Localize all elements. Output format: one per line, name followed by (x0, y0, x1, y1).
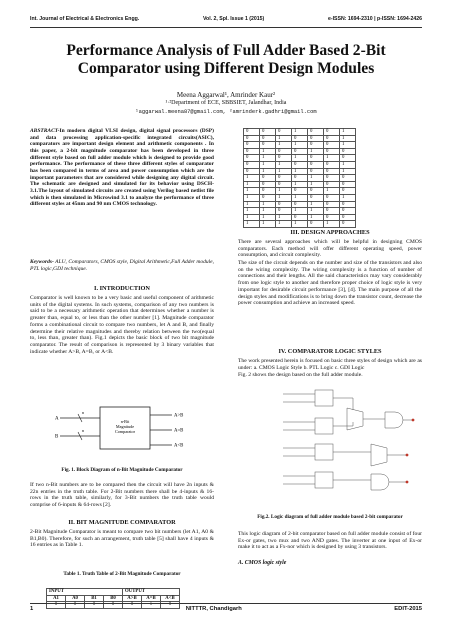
table-row (244, 129, 356, 136)
table-cell: 1 (308, 208, 324, 215)
table-cell: 1 (260, 161, 276, 168)
table-cell: 0 (161, 602, 180, 609)
table-cell: 1 (276, 214, 292, 221)
table-cell: 0 (308, 135, 324, 142)
table-cell: 0 (324, 148, 340, 155)
table-cell: 1 (292, 208, 308, 215)
table-cell: 1 (308, 214, 324, 221)
fig1-caption: Fig. 1. Block Diagram of n-Bit Magnitude Comparator (61, 467, 183, 473)
table-row (244, 181, 356, 188)
table-cell: 1 (324, 221, 340, 228)
table-cell: 0 (340, 148, 356, 155)
table-cell: 0 (276, 148, 292, 155)
table-cell: 0 (308, 129, 324, 136)
paper-affiliation: ¹·²Department of ECE, SBBSIET, Jalandhar, India (165, 100, 287, 106)
table-cell: 0 (244, 129, 260, 136)
table-cell: 0 (260, 181, 276, 188)
fig2-mux-1 (347, 408, 363, 430)
table-cell: 1 (276, 142, 292, 149)
fig2-output-wires (363, 419, 413, 482)
intro-paragraph-2: If two n-Bit numbers are to be compared then the circuit will have 2n inputs & 22n entries in the truth table. For 2-Bit numbers there shall be 4-inputs & 16- rows in the truth table, similarly, for 3-Bit numbers the truth table would comprise of 6-inputs & 64-rows [2]. (30, 482, 214, 509)
paper-emails: ¹aggarwal.meena87@gmail.com, ²amrinderk.gadhri@gmail.com (135, 109, 317, 115)
table-cell: 0 (276, 129, 292, 136)
table-row (244, 201, 356, 208)
table-cell: 0 (324, 181, 340, 188)
table-cell: 1 (292, 129, 308, 136)
table-cell: 0 (276, 201, 292, 208)
footer-rule (30, 603, 422, 604)
table-cell: 1 (260, 208, 276, 215)
table-cell: 0 (276, 155, 292, 162)
table-cell: 1 (260, 148, 276, 155)
footer-venue: NITTTR, Chandigarh (185, 606, 242, 612)
abstract (30, 128, 214, 208)
table-cell: 1 (244, 194, 260, 201)
truth-table-continued (243, 128, 356, 228)
fig1-block-label-3: Comparator (114, 429, 136, 434)
fig2-output-dot-1 (412, 419, 415, 422)
fig1-block-label-2: Magnitude (115, 424, 135, 429)
table-cell: 1 (260, 168, 276, 175)
table-cell: 1 (292, 221, 308, 228)
table-header-altb: A<B (161, 595, 180, 602)
footer-edition: EDIT-2015 (394, 606, 422, 612)
table-cell: 0 (260, 175, 276, 182)
table-group-output: OUTPUT (123, 589, 180, 596)
table-cell: 0 (260, 142, 276, 149)
table-cell: 1 (276, 168, 292, 175)
table-cell: 0 (292, 161, 308, 168)
table-cell: 1 (260, 155, 276, 162)
table-cell: 1 (340, 161, 356, 168)
table-cell: 1 (260, 221, 276, 228)
table-cell: 1 (340, 168, 356, 175)
table-cell: 0 (292, 201, 308, 208)
table-cell: 1 (244, 175, 260, 182)
table-cell: 1 (308, 201, 324, 208)
table-cell: 0 (308, 142, 324, 149)
fig1-output-eq: A=B (174, 428, 184, 434)
table-cell: 0 (324, 214, 340, 221)
table-cell: 0 (260, 194, 276, 201)
table-cell: 0 (308, 155, 324, 162)
table-row (244, 148, 356, 155)
section3-paragraph-2: The size of the circuit depends on the number and size of the transistors and also on the wiring complexity. The wiring complexity is a function of number of connections and their lengths. All the said characteristics may vary considerably from one logic style to another and therefore proper choice of logic style is very important for desirable circuit performance [3], [4]. The main purpose of all the design styles and modifications is to bring down the transistor count, decrease the power consumption and achieve an increased speed. (238, 260, 422, 307)
table-cell: 0 (340, 188, 356, 195)
table-cell: 0 (340, 214, 356, 221)
journal-volume: Vol. 2, Spl. Issue 1 (2015) (202, 16, 265, 22)
table-cell: 0 (244, 142, 260, 149)
fig2-caption: Fig.2. Logic diagram of full adder module based 2-bit comparator (257, 514, 403, 520)
table-cell: 0 (324, 194, 340, 201)
abstract-label: ABSTRACT- (30, 128, 60, 134)
table-cell: 0 (324, 168, 340, 175)
fig2-xor-gate-4 (315, 472, 333, 488)
journal-issn: e-ISSN: 1694-2310 | p-ISSN: 1694-2426 (327, 16, 422, 22)
table-cell: 1 (276, 135, 292, 142)
table-header-a0: A0 (66, 595, 85, 602)
table-group-input: INPUT (47, 589, 123, 596)
table-row (244, 168, 356, 175)
table-header-a1: A1 (47, 595, 66, 602)
table-group-header-row (47, 589, 180, 596)
fig2-xor-gate-1 (315, 390, 333, 406)
table-row (244, 135, 356, 142)
table-cell: 1 (292, 181, 308, 188)
section4-paragraph-1: The work presented herein is focused on basic three styles of design which are as under: a. CMOS Logic Style b. PTL Logic c. GDI Logic (238, 358, 422, 371)
table-cell: 0 (308, 188, 324, 195)
table-cell: 0 (324, 208, 340, 215)
table-cell: 1 (308, 181, 324, 188)
keywords-text: ALU, Comparators, CMOS style, Digital Arithmetic,Full Adder module, PTL logic,GDI technique. (30, 259, 215, 272)
table-cell: 1 (276, 194, 292, 201)
table-cell: 1 (324, 188, 340, 195)
fig2-and-gate-2 (385, 412, 403, 428)
table-row (244, 142, 356, 149)
paper-title: Performance Analysis of Full Adder Based 2-Bit Comparator using Different Design Modules (66, 42, 386, 77)
table-cell: 1 (244, 221, 260, 228)
table-row (244, 214, 356, 221)
table-header-row (47, 595, 180, 602)
journal-header (30, 13, 422, 25)
table-cell: 0 (104, 602, 123, 609)
subsection-cmos-heading: A. CMOS logic style (238, 560, 287, 566)
fig1-width-a: n (82, 410, 84, 415)
table-cell: 0 (340, 221, 356, 228)
fig2-input-wires (283, 394, 315, 484)
table-cell: 0 (276, 181, 292, 188)
table-cell: 1 (244, 188, 260, 195)
table-cell: 1 (244, 181, 260, 188)
fig1-width-b: n (82, 428, 84, 433)
table-row (244, 194, 356, 201)
table-cell: 1 (244, 208, 260, 215)
section4-heading: IV. COMPARATOR LOGIC STYLES (278, 348, 382, 355)
table-cell: 0 (308, 194, 324, 201)
table-cell: 0 (47, 602, 66, 609)
table-row (244, 208, 356, 215)
fig1-input-a: A (55, 416, 59, 422)
table-row (244, 161, 356, 168)
table-cell: 1 (276, 188, 292, 195)
table-cell: 0 (244, 168, 260, 175)
table-header-b0: B0 (104, 595, 123, 602)
table-cell: 1 (244, 214, 260, 221)
table-row (244, 175, 356, 182)
table-cell: 1 (292, 168, 308, 175)
paper-authors: Meena Aggarwal¹, Amrinder Kaur² (176, 91, 276, 99)
table-cell: 1 (260, 201, 276, 208)
fig2-output-dot-3 (406, 481, 409, 484)
fig1-input-b: B (55, 434, 59, 440)
intro-heading: I. INTRODUCTION (94, 285, 150, 292)
fig2-xor-gate-2 (315, 418, 333, 434)
table-cell: 1 (276, 221, 292, 228)
fig2-mux-2 (371, 444, 387, 466)
table-cell: 0 (324, 142, 340, 149)
table-cell: 1 (142, 602, 161, 609)
section3-paragraph-1: There are several approaches which will be helpful in designing CMOS comparators. Each method will offer different operating speed, power consumption, and circuit complexity. (238, 239, 422, 259)
table-cell: 0 (324, 175, 340, 182)
table-cell: 0 (66, 602, 85, 609)
section4-paragraph-2: Fig. 2 shows the design based on the full adder module. (238, 372, 363, 378)
page-number: 1 (30, 606, 34, 612)
fig2-xor-gate-3 (315, 444, 333, 460)
table-cell: 0 (292, 214, 308, 221)
journal-name: Int. Journal of Electrical & Electronics Engg. (30, 16, 140, 22)
table-cell: 1 (340, 135, 356, 142)
table-cell: 0 (308, 161, 324, 168)
table-header-b1: B1 (85, 595, 104, 602)
table-cell: 0 (292, 148, 308, 155)
section2-paragraph: 2-Bit Magnitude Comparator is meant to compare two bit numbers (let A1, A0 & B1,B0). Therefore, for such an arrangement, truth table [5] shall have 4 inputs & 16 entries as in Table 1. (30, 529, 214, 549)
table-cell: 1 (308, 175, 324, 182)
table-cell: 0 (308, 168, 324, 175)
table-cell: 0 (85, 602, 104, 609)
table-header-agtb: A>B (123, 595, 142, 602)
fig2-and-gate-1 (371, 474, 389, 490)
table-row (244, 221, 356, 228)
table-cell: 0 (324, 135, 340, 142)
section4-paragraph-3: This logic diagram of 2-bit comparator based on full adder module consist of four Ex-or gates, two mux and two AND gates. The inverter at one input of Ex-or make it to act as a Fx-nor which is designed by using 3 transistors. (238, 531, 422, 551)
table-cell: 0 (244, 135, 260, 142)
table-cell: 0 (244, 148, 260, 155)
table-cell: 0 (260, 129, 276, 136)
table-cell: 0 (276, 208, 292, 215)
fig1-block-label-1: n-Bit (120, 419, 130, 424)
table-cell: 0 (308, 221, 324, 228)
table-cell: 0 (340, 201, 356, 208)
section3-heading: III. DESIGN APPROACHES (290, 229, 370, 236)
fig1-output-lt: A<B (174, 443, 184, 449)
fig2-mid-wires (333, 398, 371, 480)
table-cell: 0 (276, 175, 292, 182)
keywords (30, 259, 214, 272)
table-cell: 1 (292, 155, 308, 162)
table-cell: 1 (276, 161, 292, 168)
table-cell: 0 (292, 175, 308, 182)
table-cell: 1 (340, 194, 356, 201)
table-cell: 0 (340, 181, 356, 188)
abstract-text: In modern digital VLSI design, digital signal processors (DSP) and data processing application-specific integrated circuits(ASIC), comparators are important design element and arithmetic components . In this paper, a 2-bit magnitude comparator has been developed in three different style based on full adder module which is designed to provide good performance. The performance of these three different styles of comparator has been compared in terms of area and power consumption which are the important parameters that are considered while designing any digital circuit. The schematic are designed and simulated for its behavior using DSCH-3.1.The layout of simulated circuits are created using Verilog based netlist file which is then simulated in Microwind 3.1 to analyze the performance of three different styles at 45nm and 90 nm CMOS technology. (30, 128, 214, 208)
table-cell: 1 (340, 142, 356, 149)
table-cell: 0 (324, 129, 340, 136)
table-cell: 1 (260, 214, 276, 221)
table-cell: 1 (292, 142, 308, 149)
table-cell: 0 (244, 161, 260, 168)
intro-paragraph-1: Comparator is well known to be a very basic and useful component of arithmetic units of the digital systems. In such systems, comparison of any two numbers is said to be a necessary arithmetic operation that determines whether a number is greater than, equal to, or less than the other number [1]. Magnitude comparator forms a combinational circuit to compare two numbers, let A and B, and finally determine their relative magnitudes and thereby relation between the two(equal to, less than, greater than). Fig.1 depicts the basic block of two bit magnitude comparator. The result of comparison is represented by 3 binary variables that indicate whether A>B, A=B, or A<B. (30, 295, 214, 355)
table-cell: 0 (292, 135, 308, 142)
table1-caption: Table 1. Truth Table of 2-Bit Magnitude Comparator (63, 571, 181, 577)
table-cell: 1 (308, 148, 324, 155)
header-rule (30, 27, 422, 28)
table-row (244, 155, 356, 162)
table-header-aeqb: A=B (142, 595, 161, 602)
table-cell: 1 (244, 201, 260, 208)
fig2-logic-diagram (275, 382, 420, 512)
table-cell: 0 (292, 188, 308, 195)
fig1-output-gt: A>B (174, 413, 184, 419)
keywords-label: Keywords- (30, 259, 54, 265)
table-cell: 0 (340, 175, 356, 182)
table-row (244, 188, 356, 195)
table-cell: 1 (324, 155, 340, 162)
table-cell: 1 (340, 129, 356, 136)
page-footer (30, 606, 422, 612)
table-cell: 0 (324, 161, 340, 168)
fig1-block-diagram (40, 401, 212, 459)
table-cell: 0 (324, 201, 340, 208)
table-cell: 1 (292, 194, 308, 201)
table-cell: 0 (340, 208, 356, 215)
fig2-output-dot-2 (406, 454, 409, 457)
table-cell: 0 (123, 602, 142, 609)
table-cell: 0 (244, 155, 260, 162)
table-cell: 0 (340, 155, 356, 162)
section2-heading: II. BIT MAGNITUDE COMPARATOR (68, 519, 176, 526)
table-cell: 0 (260, 135, 276, 142)
table-cell: 0 (260, 188, 276, 195)
